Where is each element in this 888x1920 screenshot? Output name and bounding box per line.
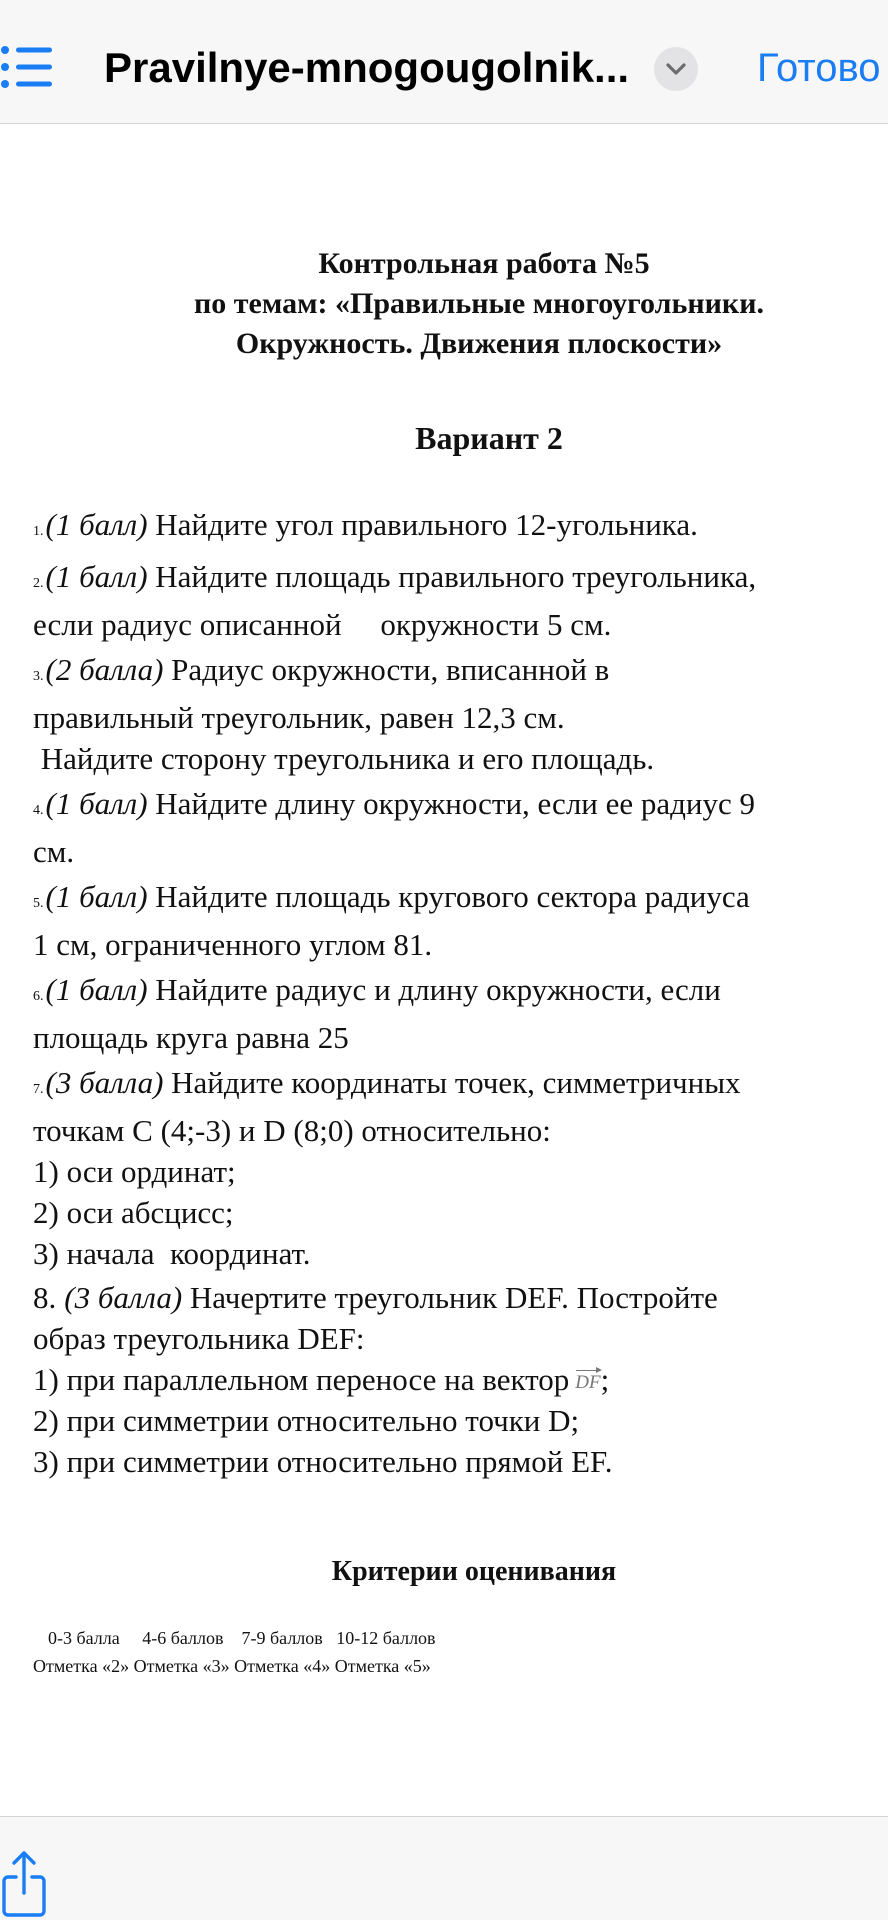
task-points: (1 балл) <box>45 786 148 821</box>
vector-df-label: DF <box>575 1372 601 1393</box>
task-text: точкам С (4;-3) и D (8;0) относительно: <box>33 1113 551 1148</box>
task-points: (3 балла) <box>64 1280 183 1315</box>
list-icon[interactable] <box>0 42 56 92</box>
task-points: (1 балл) <box>45 879 148 914</box>
task-number: 7. <box>33 1082 44 1097</box>
document-heading-line-2: по темам: «Правильные многоугольники. <box>194 287 764 320</box>
task-points: (1 балл) <box>45 559 148 594</box>
task-number: 2. <box>33 576 44 591</box>
task-text: если радиус описанной окружности 5 см. <box>33 607 612 642</box>
task-points: (3 балла) <box>45 1065 164 1100</box>
document-heading-line-3: Окружность. Движения плоскости» <box>235 327 723 360</box>
bottom-toolbar <box>0 1816 888 1920</box>
document-title: Pravilnye-mnogougolnik... <box>104 44 630 91</box>
task-8 <box>33 1277 863 1482</box>
task-points: (1 балл) <box>45 507 148 542</box>
task-points: (2 балла) <box>45 652 164 687</box>
task-text: Найдите радиус и длину окружности, если <box>155 972 721 1007</box>
task-4 <box>33 783 863 872</box>
task-text: Радиус окружности, вписанной в <box>171 652 610 687</box>
task-text: Найдите площадь правильного треугольника, <box>155 559 757 594</box>
task-text: 1) оси ординат; <box>33 1154 236 1189</box>
task-number: 4. <box>33 803 44 818</box>
task-text: 1 см, ограниченного углом 81. <box>33 927 433 962</box>
task-text: см. <box>33 834 75 869</box>
task-points: (1 балл) <box>45 972 148 1007</box>
document-page <box>0 124 888 1816</box>
top-navigation-bar <box>0 0 888 124</box>
task-text: образ треугольника DEF: <box>33 1321 365 1356</box>
document-heading-line-1: Контрольная работа №5 <box>318 247 650 280</box>
task-number: 5. <box>33 896 44 911</box>
task-text: площадь круга равна 25 <box>33 1020 349 1055</box>
task-text: 3) начала координат. <box>33 1236 311 1271</box>
task-text: 2) при симметрии относительно точки D; <box>33 1403 580 1438</box>
task-text: 3) при симметрии относительно прямой EF. <box>33 1444 613 1479</box>
task-text: Найдите длину окружности, если ее радиус 9 <box>155 786 756 821</box>
task-7 <box>33 1062 863 1274</box>
task-number: 6. <box>33 989 44 1004</box>
task-text: 2) оси абсцисс; <box>33 1195 234 1230</box>
criteria-points-row: 0-3 балла 4-6 баллов 7-9 баллов 10-12 баллов <box>48 1628 436 1648</box>
task-number: 1. <box>33 524 44 539</box>
task-1 <box>33 504 863 552</box>
task-5 <box>33 876 863 965</box>
task-2 <box>33 556 863 645</box>
variant-heading: Вариант 2 <box>415 420 563 456</box>
criteria-grades-row: Отметка «2» Отметка «3» Отметка «4» Отметка «5» <box>33 1656 431 1676</box>
task-text: Начертите треугольник DEF. Постройте <box>189 1280 718 1315</box>
criteria-heading: Критерии оценивания <box>331 1556 617 1587</box>
task-number: 8. <box>33 1280 57 1315</box>
task-text: Найдите площадь кругового сектора радиуса <box>155 879 750 914</box>
task-text: 1) при параллельном переносе на вектор <box>33 1362 570 1397</box>
done-button[interactable]: Готово <box>757 46 881 90</box>
task-text: правильный треугольник, равен 12,3 см. <box>33 700 565 735</box>
task-text: Найдите сторону треугольника и его площадь. <box>33 741 655 776</box>
task-3 <box>33 649 863 779</box>
share-icon[interactable] <box>0 1849 50 1920</box>
chevron-down-icon <box>665 59 687 79</box>
task-text: Найдите координаты точек, симметричных <box>171 1065 741 1100</box>
task-number: 3. <box>33 669 44 684</box>
title-menu-button[interactable] <box>654 47 698 91</box>
task-text: Найдите угол правильного 12-угольника. <box>155 507 698 542</box>
task-6 <box>33 969 863 1058</box>
task-text: ; <box>600 1362 610 1397</box>
